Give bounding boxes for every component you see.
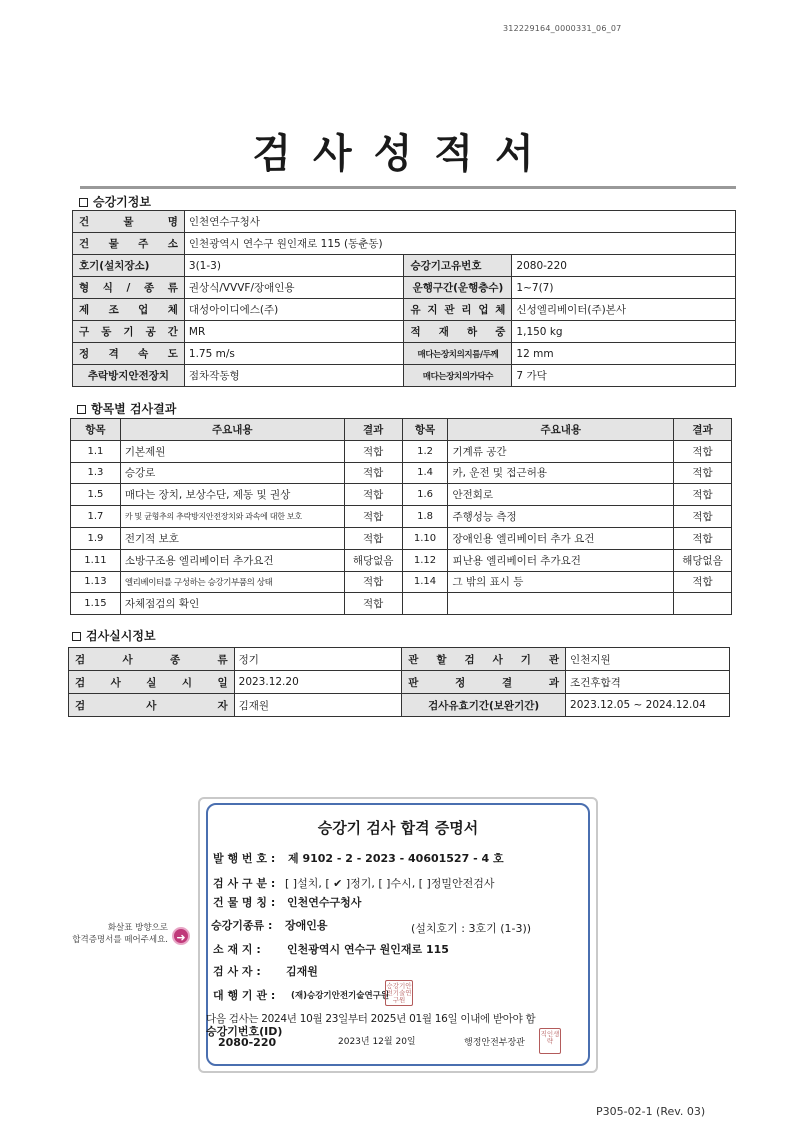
value-address: 인천광역시 연수구 원인재로 115 (동춘동) xyxy=(184,233,735,255)
item-result: 해당없음 xyxy=(344,549,402,571)
checkbox-icon xyxy=(77,405,86,414)
item-number: 1.8 xyxy=(402,506,448,528)
value-building: 인천연수구청사 xyxy=(184,211,735,233)
item-result: 적합 xyxy=(344,462,402,484)
value-load: 1,150 kg xyxy=(512,321,736,343)
cert-inspector-label: 검 사 자 : xyxy=(213,965,261,978)
item-result: 적합 xyxy=(674,506,732,528)
label-unit: 호기(설치장소) xyxy=(73,255,185,277)
checkbox-icon xyxy=(79,198,88,207)
document-id: 312229164_0000331_06_07 xyxy=(503,24,622,33)
value-rope-count: 7 가닥 xyxy=(512,365,736,387)
label-judgement: 판 정 결 과 xyxy=(402,671,566,694)
label-speed: 정 격 속 도 xyxy=(73,343,185,365)
table-row xyxy=(71,549,732,571)
section-inspection-info-heading: 검사실시정보 xyxy=(72,627,156,644)
item-content: 카 및 균형추의 추락방지안전장치와 과속에 대한 보호 xyxy=(120,506,344,528)
table-row xyxy=(71,527,732,549)
label-validity: 검사유효기간(보완기간) xyxy=(402,694,566,717)
section-elevator-info-heading: 승강기정보 xyxy=(79,193,151,210)
header-result: 결과 xyxy=(344,419,402,441)
cert-type-label: 승강기종류 : xyxy=(211,919,273,932)
table-row xyxy=(71,506,732,528)
cert-kind-label: 검 사 구 분 : xyxy=(213,877,276,890)
results-table xyxy=(70,418,732,615)
item-content: 장애인용 엘리베이터 추가 요건 xyxy=(448,527,674,549)
section-results-heading: 항목별 검사결과 xyxy=(77,400,176,417)
value-inspection-date: 2023.12.20 xyxy=(234,671,402,694)
label-drive-space: 구 동 기 공 간 xyxy=(73,321,185,343)
value-inspection-kind: 정기 xyxy=(234,648,402,671)
label-unique-no: 승강기고유번호 xyxy=(404,255,512,277)
cert-id-value: 2080-220 xyxy=(218,1036,277,1049)
item-number: 1.3 xyxy=(71,462,121,484)
table-row xyxy=(69,648,730,671)
label-inspection-kind: 검 사 종 류 xyxy=(69,648,235,671)
value-unit: 3(1-3) xyxy=(184,255,404,277)
table-row xyxy=(71,593,732,615)
item-result: 적합 xyxy=(344,527,402,549)
item-number: 1.11 xyxy=(71,549,121,571)
header-item: 항목 xyxy=(71,419,121,441)
table-row xyxy=(73,365,736,387)
item-content: 안전회로 xyxy=(448,484,674,506)
table-row xyxy=(71,571,732,593)
agency-seal-stamp: 승강기안전기술연구원 xyxy=(386,982,412,1004)
checkbox-icon xyxy=(72,632,81,641)
cert-unit-value: (설치호기 : 3호기 (1-3)) xyxy=(411,922,532,935)
item-result: 적합 xyxy=(674,484,732,506)
item-result: 적합 xyxy=(674,527,732,549)
item-number: 1.4 xyxy=(402,462,448,484)
item-result: 적합 xyxy=(344,484,402,506)
item-content: 엘리베이터를 구성하는 승강기부품의 상태 xyxy=(120,571,344,593)
item-number: 1.6 xyxy=(402,484,448,506)
tear-instruction: 화살표 방향으로 합격증명서를 떼어주세요. xyxy=(72,923,168,945)
results-header-row xyxy=(71,419,732,441)
value-safety-device: 점차작동형 xyxy=(184,365,404,387)
value-rope-diameter: 12 mm xyxy=(512,343,736,365)
value-range: 1~7(7) xyxy=(512,277,736,299)
table-row xyxy=(69,694,730,717)
label-maintenance: 유 지 관 리 업 체 xyxy=(404,299,512,321)
value-validity: 2023.12.05 ~ 2024.12.04 xyxy=(566,694,730,717)
page-title: 검사성적서 xyxy=(252,131,556,177)
cert-agency-label: 대 행 기 관 : xyxy=(213,989,276,1002)
label-inspection-date: 검 사 실 시 일 xyxy=(69,671,235,694)
table-row xyxy=(71,440,732,462)
item-number: 1.9 xyxy=(71,527,121,549)
label-rope-count: 매다는장치의가닥수 xyxy=(404,365,512,387)
table-row xyxy=(71,462,732,484)
cert-address-value: 인천광역시 연수구 원인재로 115 xyxy=(287,943,449,956)
cert-address-label: 소 재 지 : xyxy=(213,943,261,956)
cert-id-label: 승강기번호(ID) xyxy=(206,1025,283,1038)
item-number: 1.5 xyxy=(71,484,121,506)
item-result: 적합 xyxy=(344,440,402,462)
cert-issue-label: 발 행 번 호 : xyxy=(213,852,276,865)
item-result: 적합 xyxy=(344,571,402,593)
table-row xyxy=(71,484,732,506)
label-building: 건 물 명 xyxy=(73,211,185,233)
table-row xyxy=(73,255,736,277)
value-unique-no: 2080-220 xyxy=(512,255,736,277)
item-content: 기본제원 xyxy=(120,440,344,462)
item-content: 승강로 xyxy=(120,462,344,484)
item-number: 1.1 xyxy=(71,440,121,462)
elevator-info-table xyxy=(72,210,736,387)
arrow-right-icon: ➜ xyxy=(172,927,190,945)
table-row xyxy=(73,211,736,233)
cert-building-label: 건 물 명 칭 : xyxy=(213,896,276,909)
item-number: 1.7 xyxy=(71,506,121,528)
item-number: 1.12 xyxy=(402,549,448,571)
header-item: 항목 xyxy=(402,419,448,441)
item-content: 그 밖의 표시 등 xyxy=(448,571,674,593)
item-content: 주행성능 측정 xyxy=(448,506,674,528)
item-content: 카, 운전 및 접근허용 xyxy=(448,462,674,484)
item-content: 매다는 장치, 보상수단, 제동 및 권상 xyxy=(120,484,344,506)
label-maker: 제 조 업 체 xyxy=(73,299,185,321)
item-content: 소방구조용 엘리베이터 추가요건 xyxy=(120,549,344,571)
cert-issue-number: 제 9102 - 2 - 2023 - 40601527 - 4 호 xyxy=(288,852,504,865)
inspection-info-table xyxy=(68,647,730,717)
item-number: 1.2 xyxy=(402,440,448,462)
label-safety-device: 추락방지안전장치 xyxy=(73,365,185,387)
cert-building-value: 인천연수구청사 xyxy=(287,896,362,909)
label-rope-diameter: 매다는장치의지름/두께 xyxy=(404,343,512,365)
item-result: 적합 xyxy=(344,506,402,528)
item-content xyxy=(448,593,674,615)
table-row xyxy=(73,343,736,365)
table-row xyxy=(73,321,736,343)
item-number: 1.13 xyxy=(71,571,121,593)
form-code: P305-02-1 (Rev. 03) xyxy=(596,1105,706,1118)
official-seal-stamp: 직인생략 xyxy=(539,1028,561,1054)
item-result: 적합 xyxy=(344,593,402,615)
item-content: 피난용 엘리베이터 추가요건 xyxy=(448,549,674,571)
title-divider xyxy=(80,186,736,189)
table-row xyxy=(73,299,736,321)
item-content: 자체점검의 확인 xyxy=(120,593,344,615)
value-agency: 인천지원 xyxy=(566,648,730,671)
table-row xyxy=(69,671,730,694)
item-number: 1.14 xyxy=(402,571,448,593)
item-result: 적합 xyxy=(674,440,732,462)
table-row xyxy=(73,277,736,299)
label-address: 건 물 주 소 xyxy=(73,233,185,255)
header-content: 주요내용 xyxy=(448,419,674,441)
item-number: 1.15 xyxy=(71,593,121,615)
value-drive-space: MR xyxy=(184,321,404,343)
item-content: 전기적 보호 xyxy=(120,527,344,549)
item-result: 해당없음 xyxy=(674,549,732,571)
cert-inspector-value: 김재원 xyxy=(286,965,318,978)
cert-issuer: 행정안전부장관 xyxy=(464,1038,525,1048)
cert-issue-date: 2023년 12월 20일 xyxy=(338,1037,416,1047)
item-result: 적합 xyxy=(674,571,732,593)
item-result xyxy=(674,593,732,615)
item-number: 1.10 xyxy=(402,527,448,549)
value-maintenance: 신성엘리베이터(주)본사 xyxy=(512,299,736,321)
cert-next-inspection: 다음 검사는 2024년 10월 23일부터 2025년 01월 16일 이내에 받아야 함 xyxy=(206,1013,536,1025)
value-speed: 1.75 m/s xyxy=(184,343,404,365)
label-type: 형 식 / 종 류 xyxy=(73,277,185,299)
certificate-title: 승강기 검사 합격 증명서 xyxy=(317,819,479,837)
table-row xyxy=(73,233,736,255)
label-load: 적 재 하 중 xyxy=(404,321,512,343)
header-content: 주요내용 xyxy=(120,419,344,441)
value-type: 권상식/VVVF/장애인용 xyxy=(184,277,404,299)
label-inspector: 검 사 자 xyxy=(69,694,235,717)
cert-kind-value: [ ]설치, [ ✔ ]정기, [ ]수시, [ ]정밀안전검사 xyxy=(285,877,495,890)
label-agency: 관 할 검 사 기 관 xyxy=(402,648,566,671)
label-range: 운행구간(운행층수) xyxy=(404,277,512,299)
value-inspector: 김재원 xyxy=(234,694,402,717)
cert-type-value: 장애인용 xyxy=(285,919,328,932)
value-judgement: 조건후합격 xyxy=(566,671,730,694)
value-maker: 대성아이디에스(주) xyxy=(184,299,404,321)
item-number xyxy=(402,593,448,615)
cert-agency-value: (재)승강기안전기술연구원 xyxy=(291,991,390,1001)
item-result: 적합 xyxy=(674,462,732,484)
header-result: 결과 xyxy=(674,419,732,441)
item-content: 기계류 공간 xyxy=(448,440,674,462)
